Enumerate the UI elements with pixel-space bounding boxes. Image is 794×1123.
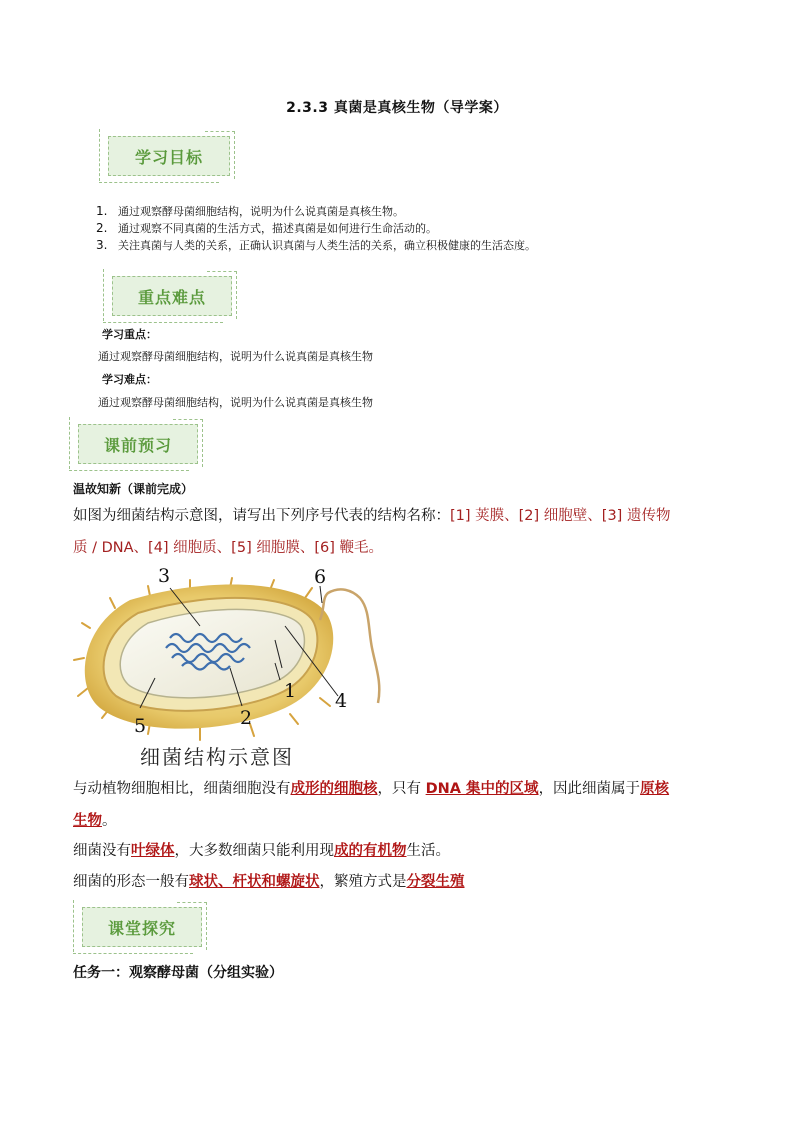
goal-item: 3. 关注真菌与人类的关系，正确认识真菌与人类生活的关系，确立积极健康的生活态度。 — [96, 238, 536, 252]
figure-label-1: 1 — [284, 680, 297, 702]
goal-item: 1. 通过观察酵母菌细胞结构，说明为什么说真菌是真核生物。 — [96, 204, 404, 218]
figure-label-4: 4 — [335, 690, 348, 712]
badge-preview — [78, 424, 198, 464]
task-1-heading: 任务一：观察酵母菌（分组实验） — [73, 965, 283, 981]
page-title: 2.3.3 真菌是真核生物（导学案） — [286, 100, 508, 116]
focus-label: 学习重点： — [102, 328, 157, 341]
bacteria-structure-diagram — [70, 568, 400, 768]
statement-3: 细菌的形态一般有球状、杆状和螺旋状，繁殖方式是分裂生殖 — [73, 874, 465, 890]
figure-label-2: 2 — [240, 707, 253, 729]
badge-class-explore — [82, 907, 202, 947]
badge-key-points — [112, 276, 232, 316]
goal-item: 2. 通过观察不同真菌的生活方式，描述真菌是如何进行生命活动的。 — [96, 221, 437, 235]
figure-label-3: 3 — [158, 565, 171, 587]
preview-heading: 温故知新（课前完成） — [73, 482, 194, 496]
badge-label: 学习目标 — [134, 148, 203, 167]
figure-label-5: 5 — [134, 715, 147, 737]
focus-text: 通过观察酵母菌细胞结构，说明为什么说真菌是真核生物 — [98, 350, 373, 363]
badge-learning-goals — [108, 136, 230, 176]
statement-2: 细菌没有叶绿体，大多数细菌只能利用现成的有机物生活。 — [73, 843, 450, 859]
badge-label: 课堂探究 — [107, 919, 176, 938]
badge-label: 课前预习 — [103, 436, 172, 455]
difficulty-text: 通过观察酵母菌细胞结构，说明为什么说真菌是真核生物 — [98, 396, 373, 409]
difficulty-label: 学习难点： — [102, 373, 157, 386]
figure-caption: 细菌结构示意图 — [140, 745, 294, 769]
statement-1: 与动植物细胞相比，细菌细胞没有成形的细胞核，只有 DNA 集中的区域，因此细菌属于原核 生物。 — [73, 781, 670, 829]
question-1: 如图为细菌结构示意图，请写出下列序号代表的结构名称：[1] 荚膜、[2] 细胞壁、[3] 遗传物 质 / DNA、[4] 细胞质、[5] 细胞膜、[6] 鞭毛。 — [73, 508, 671, 556]
badge-label: 重点难点 — [137, 288, 206, 307]
goals-list — [96, 203, 536, 254]
figure-label-6: 6 — [314, 566, 327, 588]
